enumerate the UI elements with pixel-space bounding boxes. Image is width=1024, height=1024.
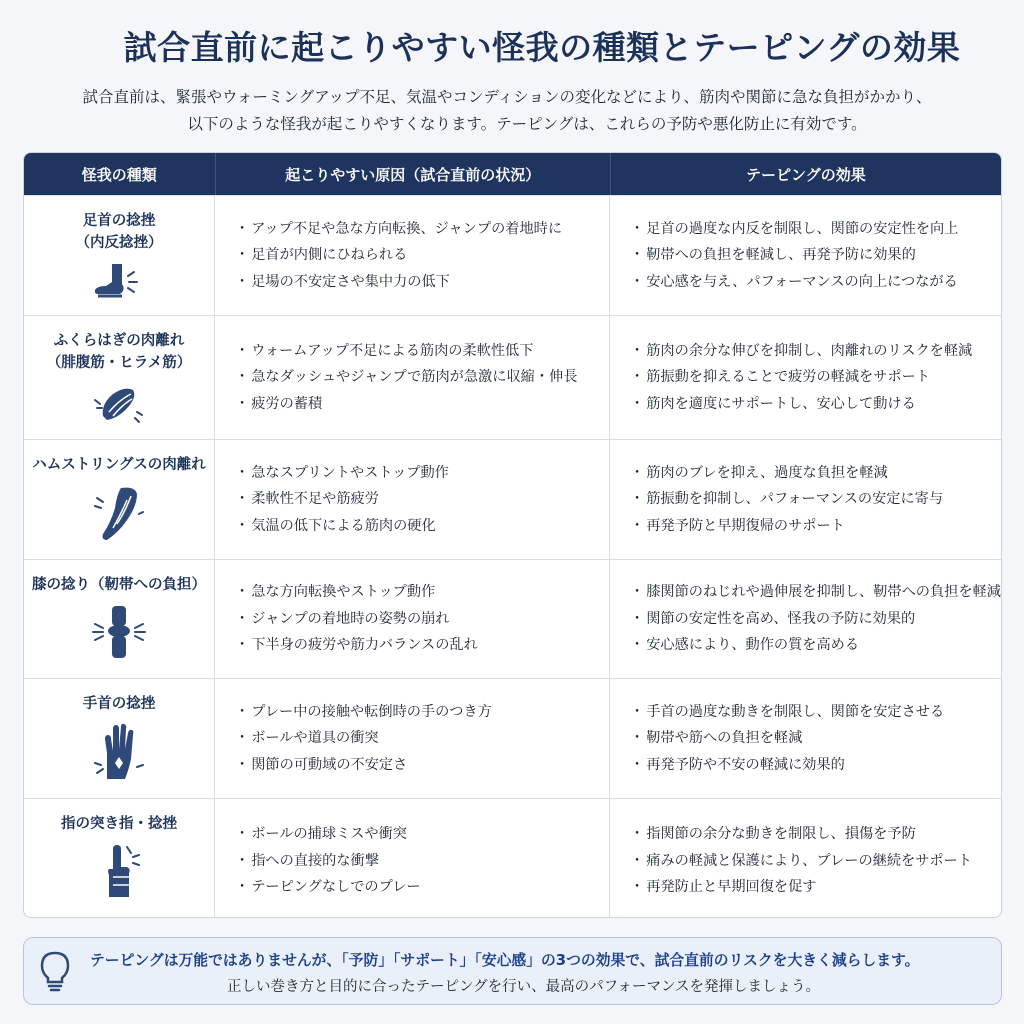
effect-item: ・ 指関節の余分な動きを制限し、損傷を予防 <box>630 821 972 848</box>
effects-cell <box>610 560 1001 678</box>
injury-name: 足首の捻挫 <box>82 213 156 229</box>
intro-line-1: 試合直前は、緊張やウォーミングアップ不足、気温やコンディションの変化などにより、筋肉や関節に急な負担がかかり、 <box>82 88 932 106</box>
effect-item: ・ 手首の過度な動きを制限し、関節を安定させる <box>630 699 944 726</box>
effect-item: ・ 膝関節のねじれや過伸展を抑制し、靭帯への負担を軽減 <box>630 579 1001 606</box>
table-row <box>24 559 1001 678</box>
cause-item: ・ 気温の低下による筋肉の硬化 <box>235 513 449 540</box>
causes-cell <box>215 196 610 315</box>
causes-cell <box>215 316 610 439</box>
cause-item: ・ ウォームアップ不足による筋肉の柔軟性低下 <box>235 338 577 365</box>
injury-cell <box>24 196 215 315</box>
injury-name: 膝の捻り（靭帯への負担） <box>32 577 206 593</box>
intro-text <box>0 84 1024 138</box>
table-row <box>24 315 1001 439</box>
injury-subname: （腓腹筋・ヒラメ筋） <box>46 355 192 371</box>
effect-item: ・ 筋肉を適度にサポートし、安心して動ける <box>630 391 972 418</box>
injury-subname: （内反捻挫） <box>75 235 163 251</box>
table-row <box>24 195 1001 315</box>
tip-callout <box>23 937 1002 1005</box>
cause-item: ・ 急な方向転換やストップ動作 <box>235 579 478 606</box>
table-row <box>24 439 1001 559</box>
cause-item: ・ 関節の可動域の不安定さ <box>235 752 492 779</box>
causes-cell <box>215 679 610 798</box>
effect-item: ・ 関節の安定性を高め、怪我の予防に効果的 <box>630 606 1001 633</box>
effect-item: ・ 再発予防と早期復帰のサポート <box>630 513 943 540</box>
cause-item: ・ 急なスプリントやストップ動作 <box>235 460 449 487</box>
injury-name: ハムストリングスの肉離れ <box>32 457 206 473</box>
calf-muscle-icon <box>91 382 147 424</box>
injury-name: 手首の捻挫 <box>82 696 156 712</box>
callout-line-1: テーピングは万能ではありませんが、「予防」「サポート」「安心感」の3つの効果で、試合直前のリスクを大きく減らします。 <box>90 952 920 969</box>
cause-item: ・ ジャンプの着地時の姿勢の崩れ <box>235 606 478 633</box>
header-injury-type: 怪我の種類 <box>24 153 216 195</box>
table-row <box>24 798 1001 918</box>
effect-item: ・ 再発防止と早期回復を促す <box>630 874 972 901</box>
cause-item: ・ ボールや道具の衝突 <box>235 725 492 752</box>
knee-icon <box>91 604 147 660</box>
effect-item: ・ 筋振動を抑制し、パフォーマンスの安定に寄与 <box>630 486 943 513</box>
finger-icon <box>91 843 147 899</box>
cause-item: ・ 指への直接的な衝撃 <box>235 848 421 875</box>
injury-name: 指の突き指・捻挫 <box>61 816 177 832</box>
cause-item: ・ ボールの捕球ミスや衝突 <box>235 821 421 848</box>
cause-item: ・ 急なダッシュやジャンプで筋肉が急激に収縮・伸長 <box>235 364 577 391</box>
effect-item: ・ 安心感を与え、パフォーマンスの向上につながる <box>630 269 958 296</box>
cause-item: ・ 足場の不安定さや集中力の低下 <box>235 269 562 296</box>
effect-item: ・ 再発予防や不安の軽減に効果的 <box>630 752 944 779</box>
cause-item: ・ 下半身の疲労や筋力バランスの乱れ <box>235 632 478 659</box>
ankle-icon <box>92 262 146 302</box>
cause-item: ・ プレー中の接触や転倒時の手のつき方 <box>235 699 492 726</box>
injury-cell <box>24 316 215 439</box>
effect-item: ・ 痛みの軽減と保護により、プレーの継続をサポート <box>630 848 972 875</box>
page-title: 試合直前に起こりやすい怪我の種類とテーピングの効果 <box>123 28 961 67</box>
effects-cell <box>610 196 1001 315</box>
injury-table <box>23 152 1002 918</box>
hamstring-icon <box>91 484 147 544</box>
effect-item: ・ 筋肉のブレを抑え、過度な負担を軽減 <box>630 460 943 487</box>
injury-cell <box>24 440 215 559</box>
header-causes: 起こりやすい原因（試合直前の状況） <box>216 153 611 195</box>
cause-item: ・ 疲労の蓄積 <box>235 391 577 418</box>
causes-cell <box>215 440 610 559</box>
header-effects: テーピングの効果 <box>746 165 866 184</box>
intro-line-2: 以下のような怪我が起こりやすくなります。テーピングは、これらの予防や悪化防止に有効です。 <box>187 115 867 133</box>
cause-item: ・ 柔軟性不足や筋疲労 <box>235 486 449 513</box>
effect-item: ・ 足首の過度な内反を制限し、関節の安定性を向上 <box>630 216 958 243</box>
injury-cell <box>24 799 215 918</box>
effect-item: ・ 安心感により、動作の質を高める <box>630 632 1001 659</box>
table-row <box>24 678 1001 798</box>
effects-cell <box>610 440 1001 559</box>
effects-cell <box>610 316 1001 439</box>
effect-item: ・ 筋振動を抑えることで疲労の軽減をサポート <box>630 364 972 391</box>
effect-item: ・ 靭帯への負担を軽減し、再発予防に効果的 <box>630 242 958 269</box>
callout-line-2: 正しい巻き方と目的に合ったテーピングを行い、最高のパフォーマンスを発揮しましょう。 <box>226 979 821 995</box>
injury-cell <box>24 560 215 678</box>
causes-cell <box>215 799 610 918</box>
effects-cell <box>610 799 1001 918</box>
injury-name: ふくらはぎの肉離れ <box>53 333 185 349</box>
causes-cell <box>215 560 610 678</box>
injury-cell <box>24 679 215 798</box>
table-header <box>24 153 1001 195</box>
effect-item: ・ 靭帯や筋への負担を軽減 <box>630 725 944 752</box>
effects-cell <box>610 679 1001 798</box>
wrist-icon <box>91 723 147 781</box>
effect-item: ・ 筋肉の余分な伸びを抑制し、肉離れのリスクを軽減 <box>630 338 972 365</box>
cause-item: ・ アップ不足や急な方向転換、ジャンプの着地時に <box>235 216 562 243</box>
cause-item: ・ 足首が内側にひねられる <box>235 242 562 269</box>
cause-item: ・ テーピングなしでのプレー <box>235 874 421 901</box>
